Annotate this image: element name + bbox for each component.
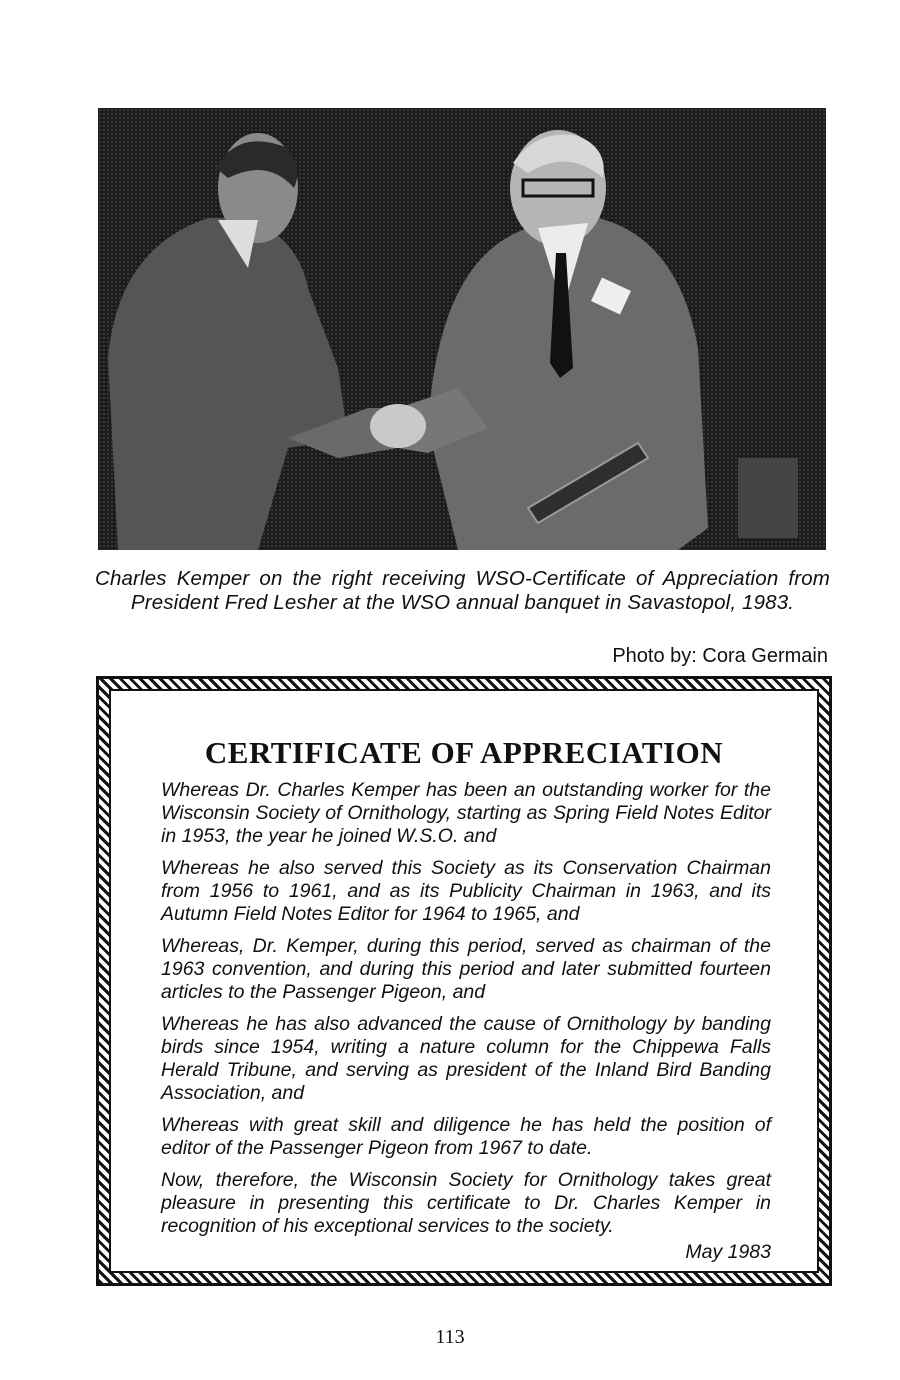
certificate-body bbox=[161, 779, 771, 1273]
certificate-paragraph: Whereas, Dr. Kemper, during this period, served as chairman of the 1963 convention, and during this period and later submitted fourteen articles to the Passenger Pigeon, and bbox=[161, 935, 771, 1003]
photo-handshake-icon bbox=[98, 108, 826, 550]
certificate-paragraph: Whereas with great skill and diligence he has held the position of editor of the Passenger Pigeon from 1967 to date. bbox=[161, 1114, 771, 1159]
certificate-panel bbox=[109, 689, 819, 1273]
handshake-photo bbox=[98, 108, 826, 550]
page-number: 113 bbox=[435, 1326, 465, 1348]
certificate-paragraph: Whereas he has also advanced the cause of Ornithology by banding birds since 1954, writing a nature column for the Chippewa Falls Herald Tribune, and serving as president of the Inland Bird Banding Association, and bbox=[161, 1013, 771, 1104]
certificate-paragraph: Whereas he also served this Society as its Conservation Chairman from 1956 to 1961, and as its Publicity Chairman in 1963, and its Autumn Field Notes Editor for 1964 to 1965, and bbox=[161, 857, 771, 925]
certificate-paragraph: Whereas Dr. Charles Kemper has been an outstanding worker for the Wisconsin Society of Ornithology, starting as Spring Field Notes Editor in 1953, the year he joined W.S.O. and bbox=[161, 779, 771, 847]
photo-caption: Charles Kemper on the right receiving WSO-Certificate of Appreciation from President Fred Lesher at the WSO annual banquet in Savastopol, 1983. bbox=[95, 567, 830, 614]
certificate-date: May 1983 bbox=[685, 1241, 771, 1263]
certificate-paragraph: Now, therefore, the Wisconsin Society for Ornithology takes great pleasure in presenting this certificate to Dr. Charles Kemper in recognition of his exceptional services to the society. bbox=[161, 1169, 771, 1237]
certificate-title: CERTIFICATE OF APPRECIATION bbox=[204, 735, 724, 770]
certificate-border bbox=[96, 676, 832, 1286]
photo-credit: Photo by: Cora Germain bbox=[612, 645, 828, 667]
